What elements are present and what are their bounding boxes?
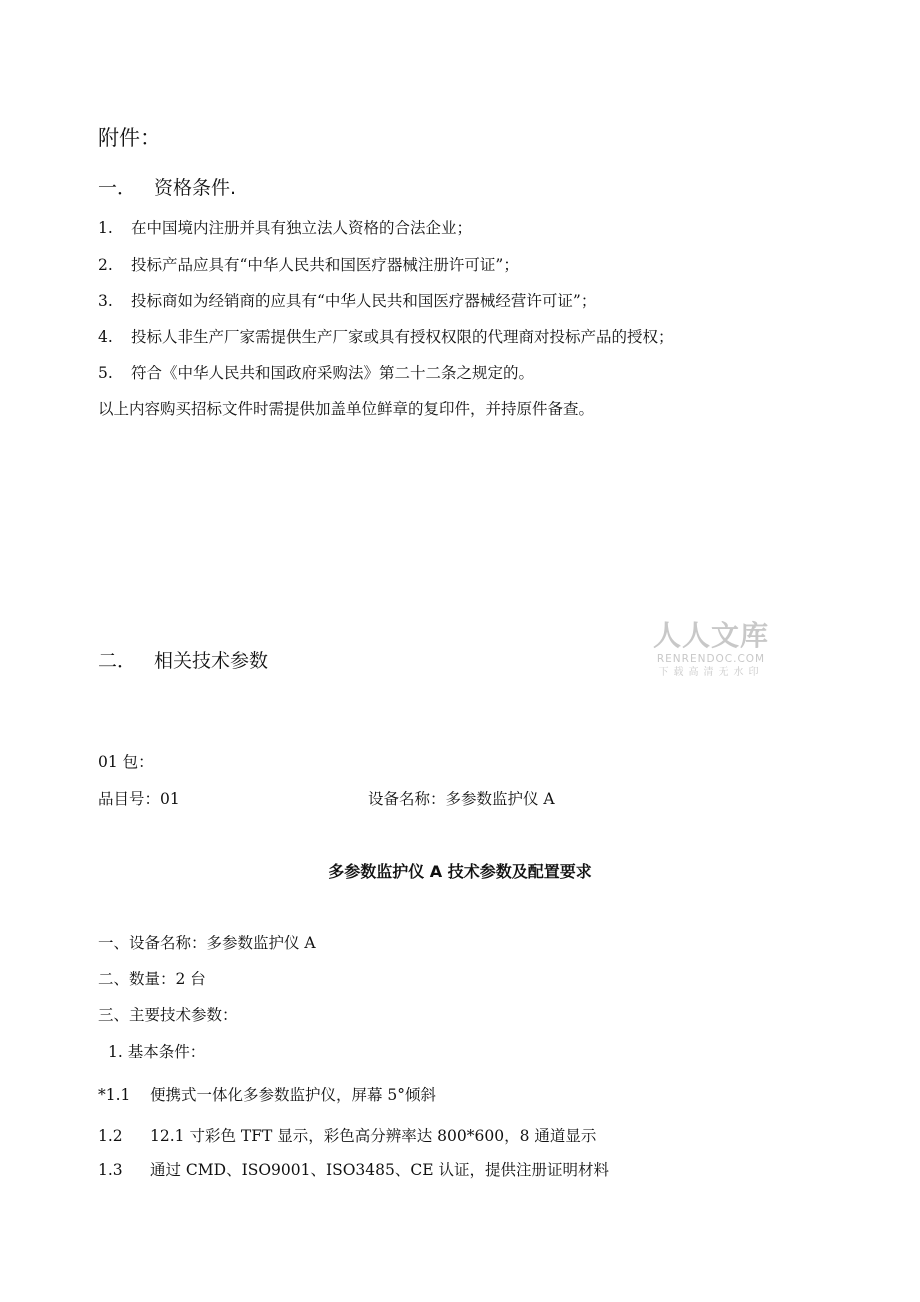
spec-title: 多参数监护仪 A 技术参数及配置要求 [328,862,592,881]
item-number: 1. [98,219,113,237]
qualification-item [98,216,472,238]
item-text: 投标产品应具有“中华人民共和国医疗器械注册许可证”； [131,256,519,274]
spec-basic-conditions: 1. 基本条件： [108,1043,206,1061]
item-text: 在中国境内注册并具有独立法人资格的合法企业； [131,219,473,237]
device-name-line: 设备名称：多参数监护仪 A [368,790,555,808]
watermark-brand: 人人文库 [652,619,769,652]
qualification-item [98,361,534,383]
param-number: 1.2 [98,1127,123,1145]
watermark-subtitle: 下载高清无水印 [658,667,764,678]
section1-title: 资格条件. [154,177,237,199]
item-text: 投标商如为经销商的应具有“中华人民共和国医疗器械经营许可证”； [131,292,597,310]
spec-param [98,1083,436,1105]
param-text: 便携式一体化多参数监护仪，屏幕 5°倾斜 [150,1086,437,1104]
spec-main-params: 三、主要技术参数： [98,1006,238,1024]
section2-heading [98,646,268,673]
watermark-url: RENRENDOC.COM [656,653,766,665]
qualification-item [98,253,519,275]
item-text: 符合《中华人民共和国政府采购法》第二十二条之规定的。 [131,364,535,382]
annex-title: 附件： [98,126,161,150]
param-text: 12.1 寸彩色 TFT 显示，彩色高分辨率达 800*600，8 通道显示 [150,1127,597,1145]
item-number: 3. [98,292,113,310]
spec-param [98,1158,609,1180]
section2-number: 二． [98,650,137,672]
item-text: 投标人非生产厂家需提供生产厂家或具有授权权限的代理商对投标产品的授权； [131,328,674,346]
item-number: 4. [98,328,113,346]
spec-quantity: 二、数量：2 台 [98,970,206,988]
param-number: 1.3 [98,1161,123,1179]
section1-heading [98,173,236,200]
item-number-line: 品目号：01 [98,790,180,808]
item-number: 2. [98,256,113,274]
qualification-item [98,325,674,347]
watermark [646,620,776,680]
param-number: *1.1 [98,1086,131,1104]
spec-param [98,1124,596,1146]
item-number: 5. [98,364,113,382]
param-text: 通过 CMD、ISO9001、ISO3485、CE 认证，提供注册证明材料 [150,1161,609,1179]
spec-device-name: 一、设备名称：多参数监护仪 A [98,934,316,952]
section2-title: 相关技术参数 [154,650,269,672]
qualification-item [98,289,596,311]
qualification-note: 以上内容购买招标文件时需提供加盖单位鲜章的复印件，并持原件备查。 [98,400,595,418]
section1-number: 一． [98,177,137,199]
package-label: 01 包： [98,753,154,771]
